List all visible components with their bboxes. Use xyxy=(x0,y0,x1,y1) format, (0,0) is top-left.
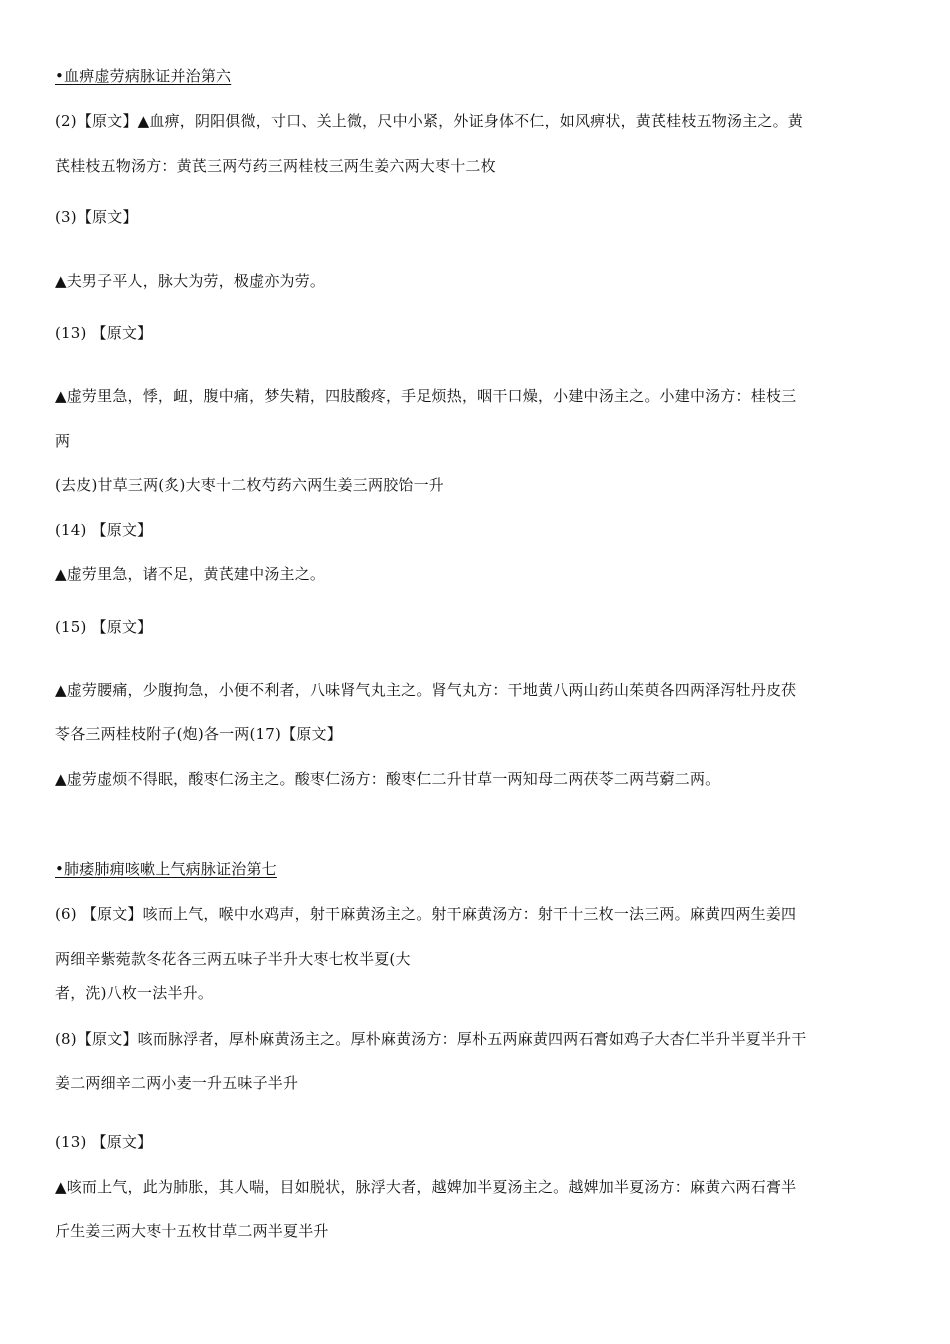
paragraph-line: ▲虚劳腰痛，少腹拘急，小便不利者，八味肾气丸主之。肾气丸方：干地黄八两山药山茱萸各四两泽泻牡丹皮茯 xyxy=(55,681,797,699)
paragraph-line: 芪桂枝五物汤方：黄芪三两芍药三两桂枝三两生姜六两大枣十二枚 xyxy=(55,157,496,175)
paragraph-line: (去皮)甘草三两(炙)大枣十二枚芍药六两生姜三两胶饴一升 xyxy=(55,476,445,494)
paragraph-line: 两 xyxy=(55,432,71,450)
paragraph-line: (6) 【原文】咳而上气，喉中水鸡声，射干麻黄汤主之。射干麻黄汤方：射干十三枚一法三两。麻黄四两生姜四 xyxy=(55,905,797,923)
paragraph-line: 姜二两细辛二两小麦一升五味子半升 xyxy=(55,1074,299,1092)
paragraph-line: (14) 【原文】 xyxy=(55,521,153,539)
paragraph-line: (8)【原文】咳而脉浮者，厚朴麻黄汤主之。厚朴麻黄汤方：厚朴五两麻黄四两石膏如鸡子大杏仁半升半夏半升干 xyxy=(55,1030,807,1048)
paragraph-line: ▲虚劳里急，诸不足，黄芪建中汤主之。 xyxy=(55,565,326,583)
paragraph-line: 斤生姜三两大枣十五枚甘草二两半夏半升 xyxy=(55,1222,329,1240)
paragraph-line: 两细辛紫菀款冬花各三两五味子半升大枣七枚半夏(大 xyxy=(55,950,411,968)
paragraph-line: (3)【原文】 xyxy=(55,208,138,226)
paragraph-line: ▲咳而上气，此为肺胀，其人喘，目如脱状，脉浮大者，越婢加半夏汤主之。越婢加半夏汤方：麻黄六两石膏半 xyxy=(55,1178,797,1196)
paragraph-line: 苓各三两桂枝附子(炮)各一两(17)【原文】 xyxy=(55,725,342,743)
paragraph-line: (13) 【原文】 xyxy=(55,324,153,342)
paragraph-line: 者，洗)八枚一法半升。 xyxy=(55,984,214,1002)
paragraph-line: ▲虚劳虚烦不得眠，酸枣仁汤主之。酸枣仁汤方：酸枣仁二升甘草一两知母二两茯苓二两芎藭二两。 xyxy=(55,770,721,788)
paragraph-line: (13) 【原文】 xyxy=(55,1133,153,1151)
paragraph-line: ▲虚劳里急，悸，衄，腹中痛，梦失精，四肢酸疼，手足烦热，咽干口燥，小建中汤主之。小建中汤方：桂枝三 xyxy=(55,387,797,405)
section-heading: •肺痿肺痈咳嗽上气病脉证治第七 xyxy=(55,860,277,878)
paragraph-line: (15) 【原文】 xyxy=(55,618,153,636)
paragraph-line: ▲夫男子平人，脉大为劳，极虚亦为劳。 xyxy=(55,272,326,290)
section-heading: •血痹虚劳病脉证并治第六 xyxy=(55,67,232,85)
paragraph-line: (2)【原文】▲血痹，阴阳俱微，寸口、关上微，尺中小紧，外证身体不仁，如风痹状，黄芪桂枝五物汤主之。黄 xyxy=(55,112,803,130)
